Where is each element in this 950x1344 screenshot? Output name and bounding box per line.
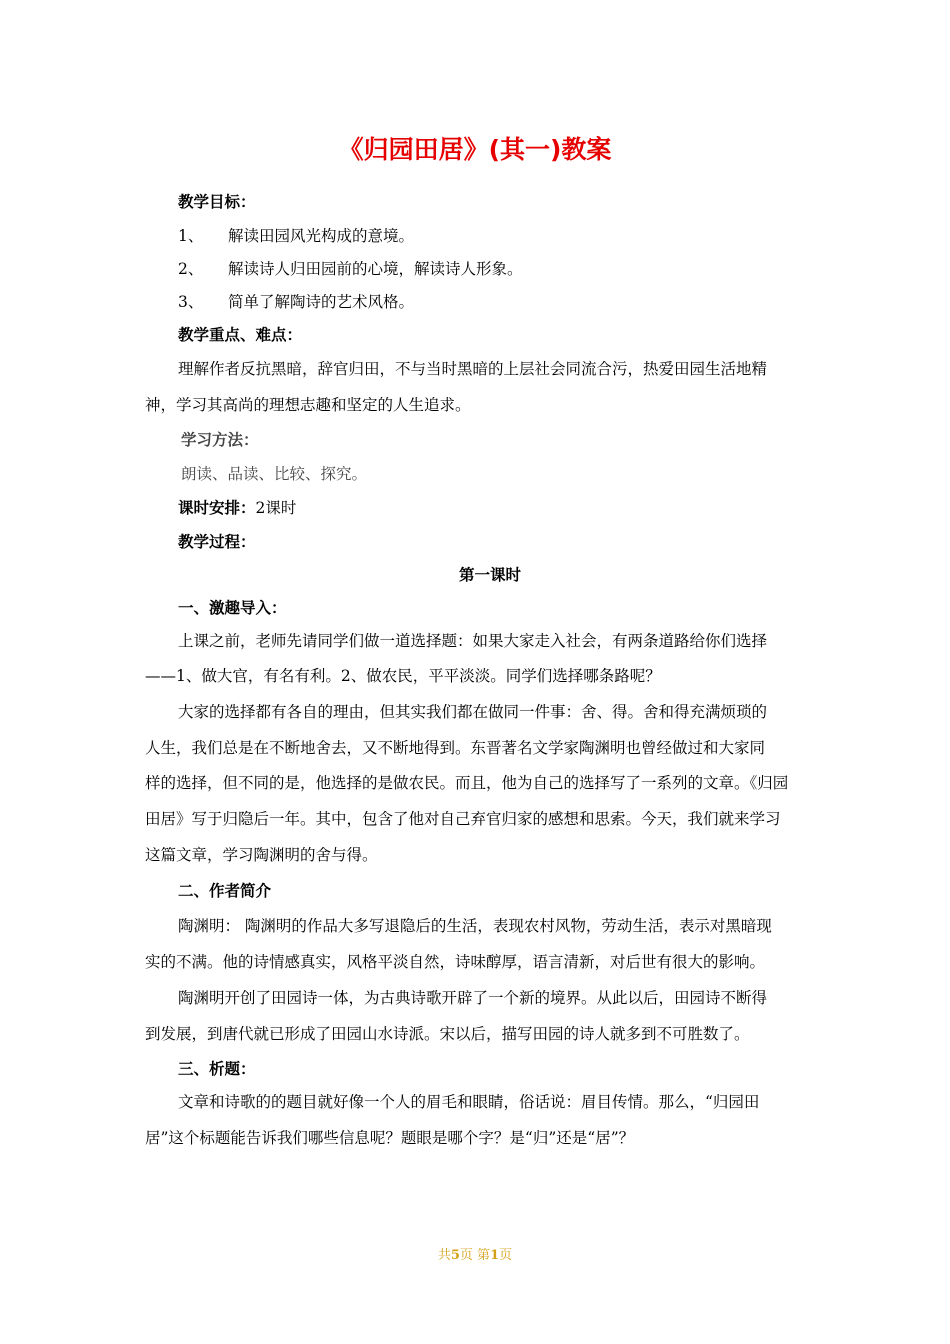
paragraph-line: 居”这个标题能告诉我们哪些信息呢？题眼是哪个字？是“归”还是“居”？ bbox=[145, 1129, 635, 1147]
paragraph-line: ——1、做大官，有名有利。2、做农民，平平淡淡。同学们选择哪条路呢？ bbox=[145, 667, 661, 685]
paragraph-line: 实的不满。他的诗情感真实，风格平淡自然，诗味醇厚，语言清新，对后世有很大的影响。 bbox=[145, 953, 766, 971]
keypoints-text-line: 理解作者反抗黑暗，辞官归田，不与当时黑暗的上层社会同流合污，热爱田园生活地精 bbox=[178, 360, 768, 378]
footer-text: 页 第 bbox=[459, 1248, 491, 1263]
objective-item-3 bbox=[178, 291, 414, 313]
intro-heading: 一、激趣导入： bbox=[178, 599, 287, 617]
paragraph-line: 文章和诗歌的的题目就好像一个人的眉毛和眼睛，俗话说：眉目传情。那么，“归园田 bbox=[178, 1093, 760, 1111]
analysis-heading: 三、析题： bbox=[178, 1060, 256, 1078]
method-text: 朗读、品读、比较、探究。 bbox=[181, 465, 368, 483]
paragraph-line: 人生，我们总是在不断地舍去，又不断地得到。东晋著名文学家陶渊明也曾经做过和大家同 bbox=[145, 739, 766, 757]
schedule-text: 2课时 bbox=[255, 499, 297, 517]
objective-item-2 bbox=[178, 258, 523, 280]
paragraph-line: 上课之前，老师先请同学们做一道选择题：如果大家走入社会，有两条道路给你们选择 bbox=[178, 632, 768, 650]
objective-number: 2、 bbox=[178, 260, 204, 278]
objectives-heading: 教学目标： bbox=[178, 193, 256, 211]
objective-number: 3、 bbox=[178, 293, 204, 311]
footer-text: 共 bbox=[437, 1248, 451, 1263]
paragraph-line: 陶渊明开创了田园诗一体，为古典诗歌开辟了一个新的境界。从此以后，田园诗不断得 bbox=[178, 989, 768, 1007]
author-heading: 二、作者简介 bbox=[178, 882, 272, 900]
paragraph-line: 陶渊明： 陶渊明的作品大多写退隐后的生活，表现农村风物，劳动生活，表示对黑暗现 bbox=[178, 917, 772, 935]
method-heading: 学习方法： bbox=[181, 431, 259, 449]
paragraph-line: 样的选择，但不同的是，他选择的是做农民。而且，他为自己的选择写了一系列的文章。《归园 bbox=[145, 774, 789, 792]
paragraph-line: 田居》写于归隐后一年。其中，包含了他对自己弃官归家的感想和思索。今天，我们就来学习 bbox=[145, 810, 781, 828]
page-number: 1 bbox=[490, 1248, 500, 1263]
process-heading: 教学过程： bbox=[178, 533, 256, 551]
keypoints-heading: 教学重点、难点： bbox=[178, 326, 303, 344]
objective-text: 简单了解陶诗的艺术风格。 bbox=[228, 293, 415, 311]
schedule-line bbox=[178, 497, 296, 519]
keypoints-text-line: 神，学习其高尚的理想志趣和坚定的人生追求。 bbox=[145, 396, 471, 414]
paragraph-line: 到发展，到唐代就已形成了田园山水诗派。宋以后，描写田园的诗人就多到不可胜数了。 bbox=[145, 1025, 750, 1043]
lesson-heading: 第一课时 bbox=[458, 566, 521, 584]
footer-text: 页 bbox=[499, 1248, 513, 1263]
objective-text: 解读田园风光构成的意境。 bbox=[228, 227, 415, 245]
objective-item-1 bbox=[178, 225, 414, 247]
document-title: 《归园田居》(其一)教案 bbox=[338, 135, 612, 164]
paragraph-line: 大家的选择都有各自的理由，但其实我们都在做同一件事：舍、得。舍和得充满烦琐的 bbox=[178, 703, 768, 721]
objective-text: 解读诗人归田园前的心境，解读诗人形象。 bbox=[228, 260, 523, 278]
page-footer bbox=[0, 1244, 950, 1263]
schedule-heading: 课时安排： bbox=[178, 499, 256, 517]
paragraph-line: 这篇文章，学习陶渊明的舍与得。 bbox=[145, 846, 378, 864]
objective-number: 1、 bbox=[178, 227, 204, 245]
total-pages: 5 bbox=[450, 1248, 460, 1263]
